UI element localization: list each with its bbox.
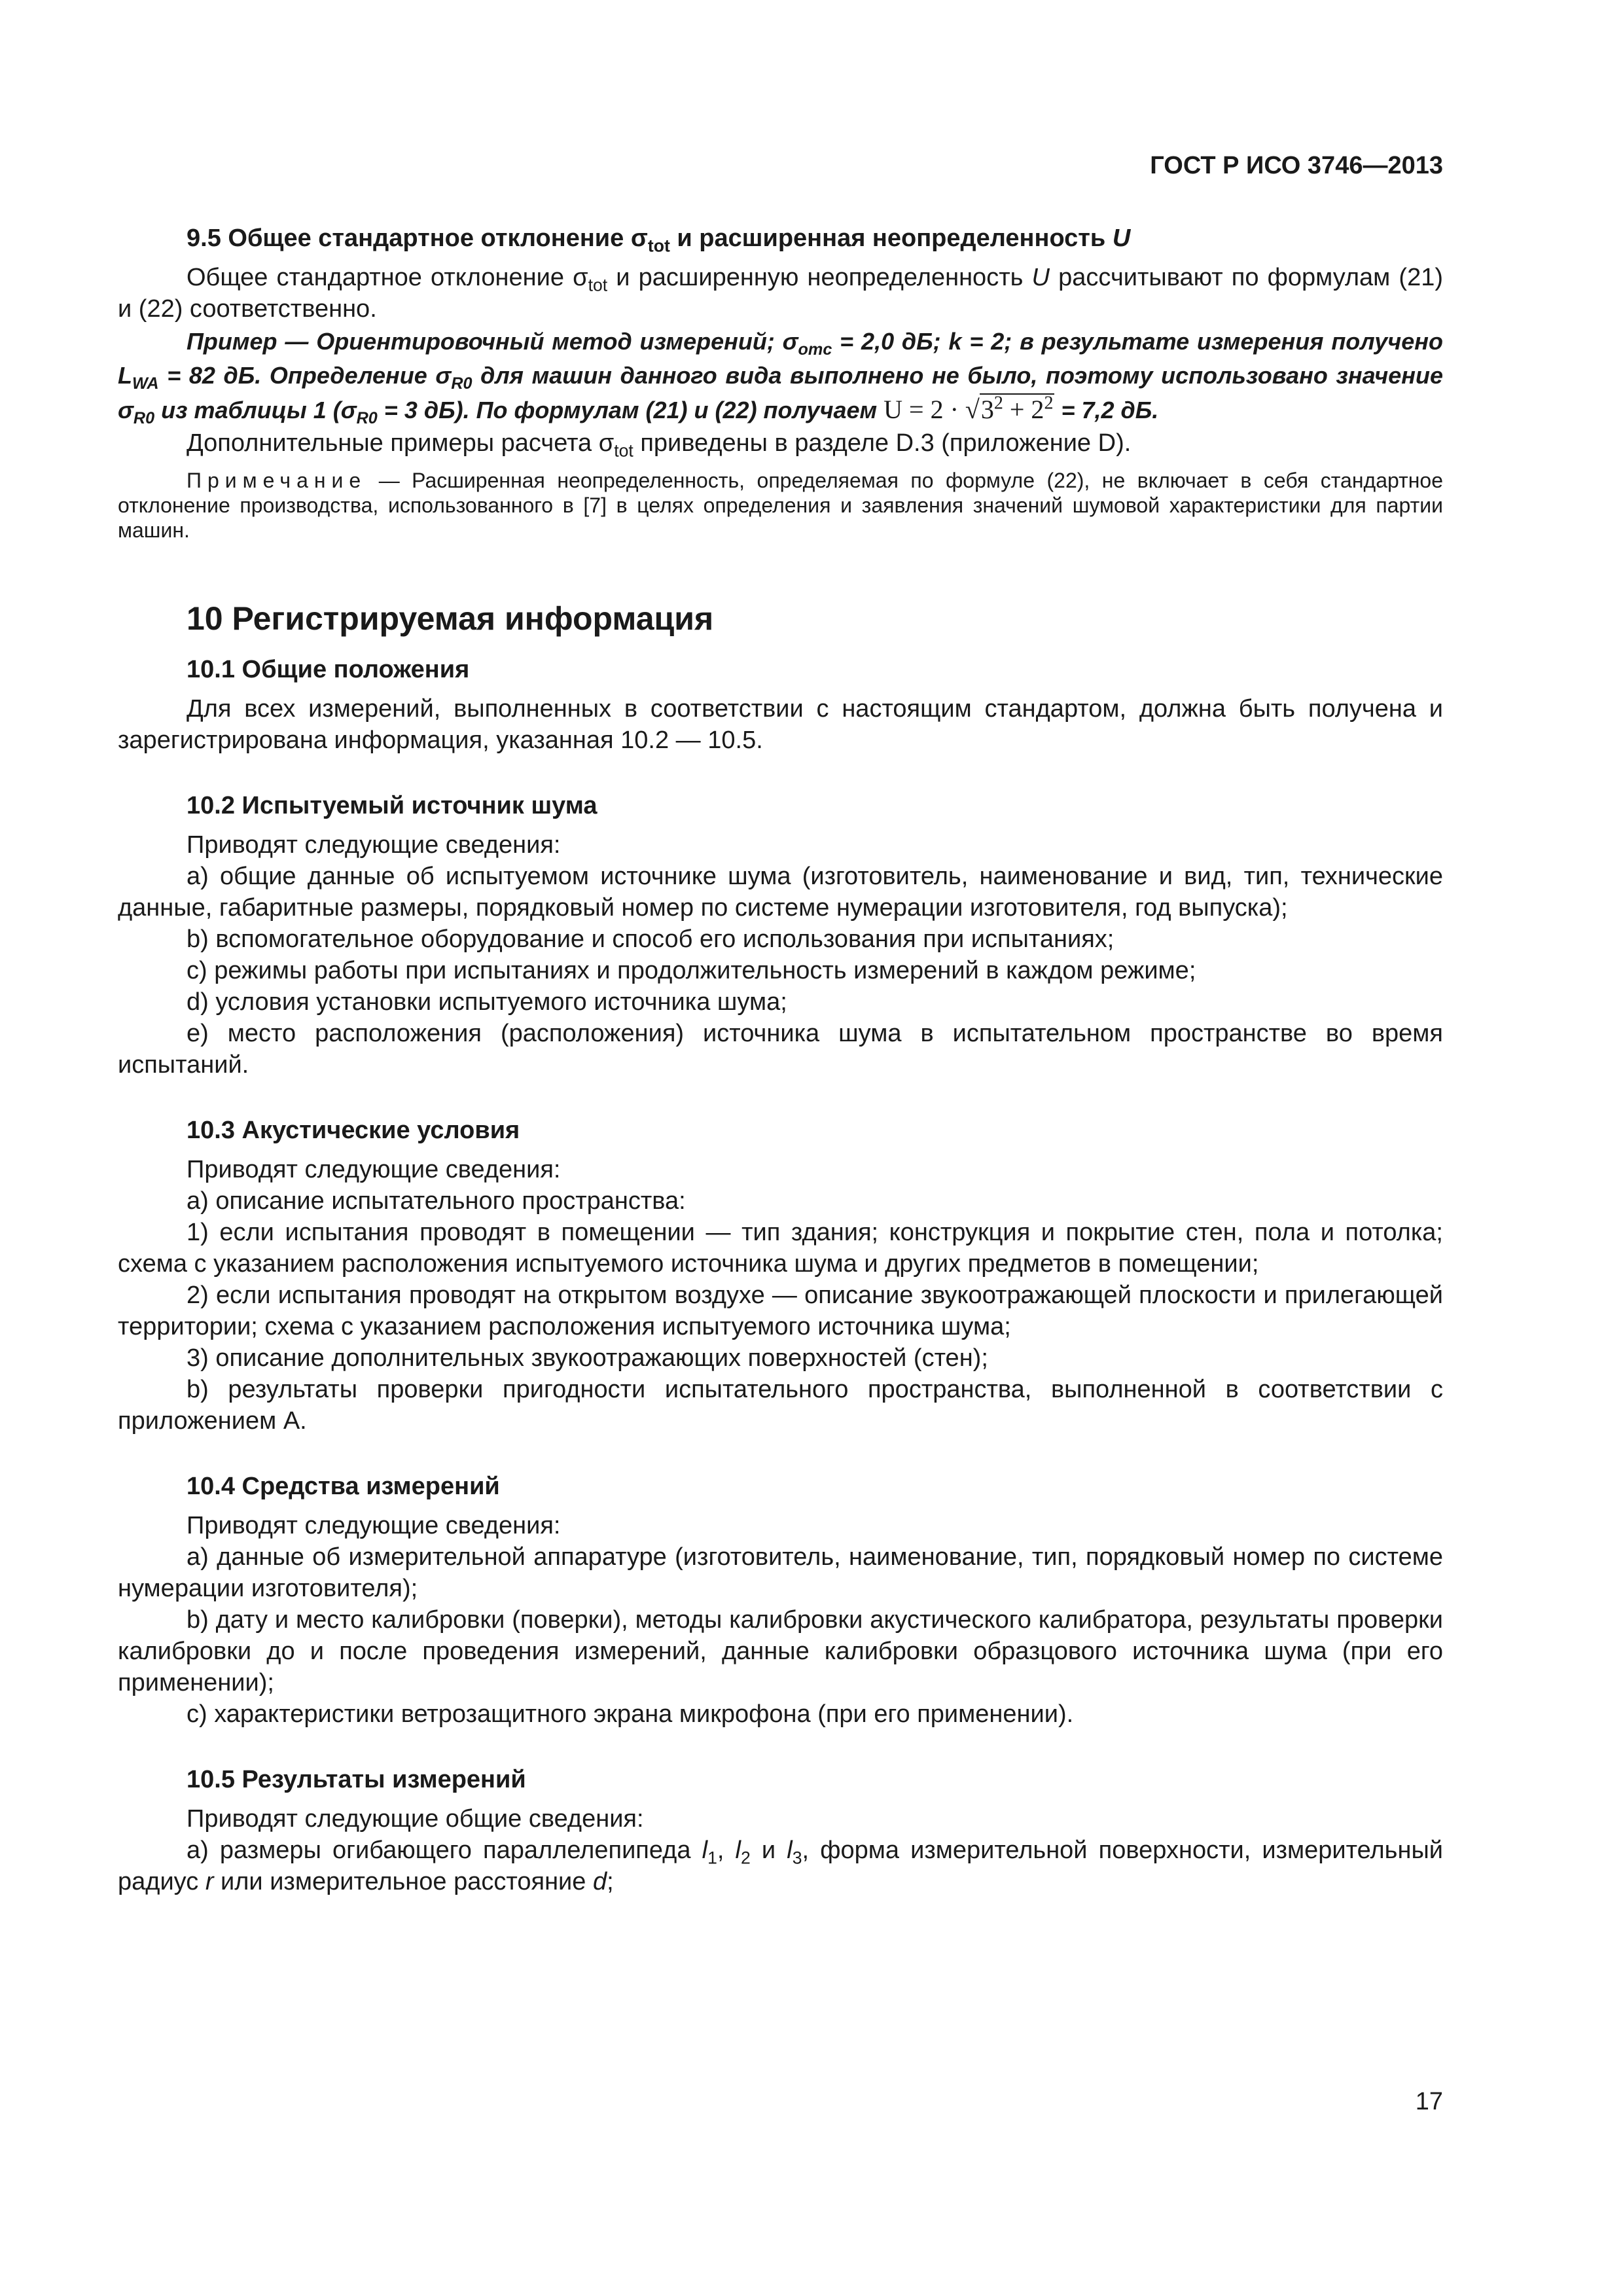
variable: l: [735, 1837, 741, 1864]
formula-part: U = 2 · √: [883, 395, 980, 424]
variable: r: [205, 1868, 214, 1895]
variable: U: [1112, 224, 1131, 252]
subscript: tot: [588, 275, 608, 295]
list-item: 3) описание дополнительных звукоотражающих поверхностей (стен);: [187, 1344, 988, 1372]
list-item: c) режимы работы при испытаниях и продолжительность измерений в каждом режиме;: [187, 957, 1196, 984]
text: и: [750, 1837, 787, 1864]
standard-designation: ГОСТ Р ИСО 3746—2013: [1150, 152, 1443, 179]
list-item: c) характеристики ветрозащитного экрана микрофона (при его применении).: [187, 1700, 1074, 1728]
section-10-4-heading: 10.4 Средства измерений: [187, 1473, 500, 1500]
page-content: [118, 223, 1443, 1897]
section-9-5-heading: [118, 223, 1443, 254]
text: и расширенную неопределенность: [607, 264, 1032, 291]
list-item: Приводят следующие общие сведения:: [187, 1805, 644, 1833]
text: рассчитывают по формулам (21) и (22) соответственно.: [118, 264, 1443, 323]
subscript: R0: [133, 409, 155, 428]
variable: l: [787, 1837, 793, 1864]
text: или измерительное расстояние: [213, 1868, 593, 1895]
note-label: Примечание: [187, 469, 367, 492]
formula: [883, 393, 1054, 424]
text: из таблицы 1 (σ: [154, 397, 357, 423]
page-number: 17: [1415, 2088, 1443, 2115]
list-item: e) место расположения (расположения) источника шума в испытательном пространстве во время испытаний.: [118, 1020, 1443, 1079]
section-10-title: 10 Регистрируемая информация: [187, 600, 714, 637]
list-item: Приводят следующие сведения:: [187, 1512, 561, 1539]
text: a) размеры огибающего параллелепипеда: [187, 1837, 702, 1864]
list-item: b) вспомогательное оборудование и способ его использования при испытаниях;: [187, 925, 1115, 953]
text: , форма измерительной поверхности, измерительный радиус: [118, 1837, 1444, 1895]
list-item: 2) если испытания проводят на открытом воздухе — описание звукоотражающей плоскости и прилегающей территории; схема с указанием расположения испытуемого источника шума;: [118, 1282, 1443, 1340]
note-text: — Расширенная неопределенность, определяемая по формуле (22), не включает в себя стандартное отклонение производства, использованного в [7] в целях определения и заявления значений шумовой характеристики для партии машин.: [118, 469, 1443, 542]
heading-text: 9.5 Общее стандартное отклонение σ: [187, 224, 648, 252]
section-10-1-text: Для всех измерений, выполненных в соответствии с настоящим стандартом, должна быть получена и зарегистрирована информация, указанная 10.2 — 10.5.: [118, 695, 1443, 754]
list-item: Приводят следующие сведения:: [187, 1156, 561, 1183]
text: Дополнительные примеры расчета σ: [187, 429, 615, 457]
list-item: b) результаты проверки пригодности испытательного пространства, выполненной в соответствии с приложением А.: [118, 1376, 1443, 1435]
section-10-2-heading: 10.2 Испытуемый источник шума: [187, 792, 597, 819]
text: Пример — Ориентировочный метод измерений; σ: [187, 328, 798, 355]
subscript: R0: [356, 409, 378, 428]
subscript: WA: [132, 374, 159, 393]
formula-part: 3: [980, 395, 994, 424]
superscript: 2: [993, 393, 1003, 414]
variable: l: [702, 1837, 708, 1864]
superscript: 2: [1044, 393, 1054, 414]
section-10-1-heading: 10.1 Общие положения: [187, 656, 470, 683]
sqrt-radicand: [980, 393, 1055, 424]
variable: U: [1031, 264, 1050, 291]
list-item: a) общие данные об испытуемом источнике шума (изготовитель, наименование и вид, тип, технические данные, габаритные размеры, порядковый номер по системе нумерации изготовителя, год выпуска);: [118, 863, 1443, 922]
list-item: 1) если испытания проводят в помещении — тип здания; конструкция и покрытие стен, пола и потолка; схема с указанием расположения испытуемого источника шума и других предметов в помещении;: [118, 1219, 1443, 1278]
section-10-3-heading: 10.3 Акустические условия: [187, 1117, 520, 1144]
note-paragraph: [118, 468, 1443, 543]
subscript: 2: [741, 1848, 751, 1868]
list-item: d) условия установки испытуемого источника шума;: [187, 988, 787, 1016]
list-item: a) описание испытательного пространства:: [187, 1187, 686, 1215]
list-item: [118, 1835, 1443, 1897]
subscript: tot: [647, 236, 670, 256]
subscript: tot: [614, 440, 633, 461]
list-item: Приводят следующие сведения:: [187, 831, 561, 859]
subscript: omc: [798, 340, 832, 359]
text: ,: [717, 1837, 736, 1864]
heading-text: и расширенная неопределенность: [669, 224, 1113, 252]
subscript: 1: [707, 1848, 717, 1868]
variable: d: [592, 1868, 607, 1895]
text: приведены в разделе D.3 (приложение D).: [633, 429, 1132, 457]
text: Общее стандартное отклонение σ: [187, 264, 588, 291]
text: = 2,0 дБ; k = 2; в результате измерения получено L: [118, 328, 1443, 389]
section-10-5-heading: 10.5 Результаты измерений: [187, 1766, 526, 1793]
text: = 3 дБ). По формулам (21) и (22) получаем: [377, 397, 884, 423]
section-9-5-body: [118, 262, 1443, 325]
subscript: 3: [792, 1848, 802, 1868]
text: = 82 дБ. Определение σ: [158, 362, 452, 389]
list-item: b) дату и место калибровки (поверки), методы калибровки акустического калибратора, результаты проверки калибровки до и после проведения измерений, данные калибровки образцового источника шума (при его применении);: [118, 1606, 1443, 1696]
text: для машин данного вида выполнено не было, поэтому использовано значение σ: [118, 362, 1443, 423]
list-item: a) данные об измерительной аппаратуре (изготовитель, наименование, тип, порядковый номер по системе нумерации изготовителя);: [118, 1543, 1443, 1602]
more-examples-paragraph: [118, 427, 1443, 459]
subscript: R0: [451, 374, 473, 393]
text: ;: [607, 1868, 614, 1895]
example-paragraph: [118, 325, 1443, 427]
formula-part: + 2: [1003, 395, 1044, 424]
text: = 7,2 дБ.: [1054, 397, 1159, 423]
